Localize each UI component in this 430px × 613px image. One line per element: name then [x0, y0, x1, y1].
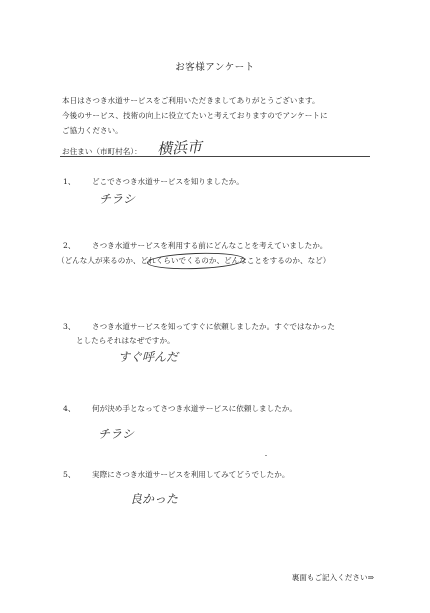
question-4-handwritten-answer: チラシ: [98, 427, 135, 441]
question-number: 1、: [63, 177, 76, 186]
question-text: どこでさつき水道サービスを知りましたか。: [92, 177, 244, 186]
question-number: 3、: [63, 322, 76, 331]
paper-speck: [265, 455, 267, 456]
question-number: 2、: [63, 241, 76, 250]
question-text: 何が決め手となってさつき水道サービスに依頼しましたか。: [92, 404, 298, 413]
question-3-continued: としたらそれはなぜですか。: [76, 336, 175, 345]
question-number: 4、: [63, 404, 76, 413]
address-underline: [60, 156, 370, 157]
intro-line: 今後のサービス、技術の向上に役立てたいと考えておりますのでアンケートに: [62, 111, 328, 120]
question-text: 実際にさつき水道サービスを利用してみてどうでしたか。: [92, 470, 290, 479]
intro-line: 本日はさつき水道サービスをご利用いただきましてありがとうございます。: [62, 96, 320, 105]
page-title: お客様アンケート: [175, 62, 255, 73]
examples-before: （どんな人が来るのか、: [57, 256, 141, 265]
turn-over-note: 裏面もご記入ください⇒: [291, 573, 374, 582]
address-label: お住まい（市町村名）：: [62, 147, 142, 156]
question-text: さつき水道サービスを利用する前にどんなことを考えていましたか。: [92, 241, 328, 250]
question-5-handwritten-answer: 良かった: [130, 492, 179, 506]
intro-text: [62, 93, 382, 138]
question-3-handwritten-answer: すぐ呼んだ: [118, 350, 179, 364]
examples-after: 、どんなことをするのか、など）: [216, 256, 331, 265]
intro-line: ご協力ください。: [62, 126, 123, 135]
question-1-handwritten-answer: チラシ: [99, 192, 136, 206]
address-handwritten-answer: 横浜市: [156, 137, 203, 159]
question-text: さつき水道サービスを知ってすぐに依頼しましたか。すぐではなかった: [92, 322, 335, 331]
question-number: 5、: [63, 470, 76, 479]
examples-circled-choice: どれくらいでくるのか: [140, 256, 217, 265]
